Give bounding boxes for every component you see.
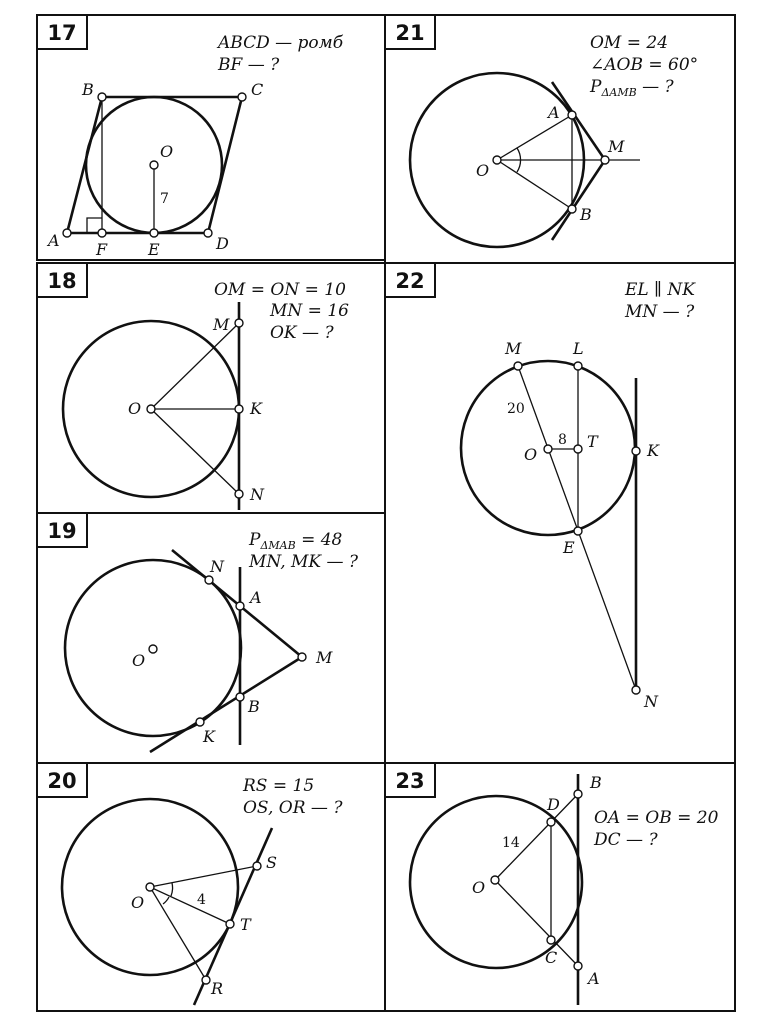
- segment-on: [151, 409, 239, 494]
- label-t: T: [240, 915, 251, 934]
- point-o: [147, 405, 155, 413]
- label-o: O: [131, 893, 145, 912]
- point-o: [146, 883, 154, 891]
- label-n: N: [210, 557, 224, 576]
- angle-arc-2: [163, 897, 169, 904]
- label-b: B: [590, 773, 602, 792]
- problem-23: [385, 763, 719, 1005]
- problem-22: [385, 263, 696, 711]
- point-r: [202, 976, 210, 984]
- label-o: O: [524, 445, 538, 464]
- label-e: E: [563, 538, 575, 557]
- point-b: [574, 790, 582, 798]
- label-m: M: [316, 648, 333, 667]
- point-k: [196, 718, 204, 726]
- angle-arc-1: [171, 883, 173, 896]
- perimeter-symbol: P: [249, 530, 261, 550]
- segment-os: [150, 866, 257, 887]
- point-a: [574, 962, 582, 970]
- point-s: [253, 862, 261, 870]
- label-k: K: [203, 727, 215, 746]
- point-a: [63, 229, 71, 237]
- segment-oa: [495, 880, 578, 966]
- label-n: N: [250, 485, 264, 504]
- label-o: O: [132, 651, 146, 670]
- point-f: [98, 229, 106, 237]
- tangent-mk: [150, 657, 302, 752]
- condition-line-1: OM = ON = 10: [214, 280, 346, 300]
- label-d: D: [547, 795, 560, 814]
- point-k: [632, 447, 640, 455]
- problem-number: 19: [47, 519, 77, 543]
- point-b: [568, 205, 576, 213]
- label-b: B: [580, 205, 592, 224]
- problem-19: [37, 513, 359, 752]
- problem-21: [385, 15, 698, 247]
- condition-line-1: OA = OB = 20: [594, 808, 719, 828]
- condition-rest: — ?: [636, 77, 674, 97]
- problem-number: 23: [395, 769, 425, 793]
- point-m: [601, 156, 609, 164]
- point-c: [238, 93, 246, 101]
- point-t: [226, 920, 234, 928]
- point-d: [204, 229, 212, 237]
- label-r: R: [211, 979, 224, 998]
- condition-line-1: OM = 24: [590, 33, 669, 53]
- label-o: O: [472, 878, 486, 897]
- point-b: [98, 93, 106, 101]
- problem-18: [37, 263, 349, 510]
- label-k: K: [250, 399, 262, 418]
- point-a: [568, 111, 576, 119]
- label-b: B: [248, 697, 260, 716]
- label-o: O: [476, 161, 490, 180]
- label-o: O: [160, 142, 174, 161]
- point-m: [235, 319, 243, 327]
- perimeter-subscript: ΔAMB: [601, 86, 637, 99]
- radius-oa: [497, 115, 572, 160]
- point-t: [574, 445, 582, 453]
- point-m: [514, 362, 522, 370]
- point-n: [205, 576, 213, 584]
- condition-line-1: ABCD — ромб: [218, 33, 344, 53]
- problem-number: 20: [47, 769, 77, 793]
- label-segment-od: 14: [502, 835, 520, 851]
- radius-ob: [497, 160, 572, 209]
- condition-rest: = 48: [295, 530, 343, 550]
- perimeter-subscript: ΔMAB: [260, 539, 296, 552]
- point-c: [547, 936, 555, 944]
- label-segment-20: 20: [507, 401, 525, 417]
- label-l: L: [573, 339, 584, 358]
- problem-number: 17: [47, 21, 77, 45]
- label-t: T: [587, 432, 598, 451]
- label-s: S: [266, 853, 277, 872]
- segment-ot: [150, 887, 230, 924]
- frame-19: [37, 513, 385, 763]
- perimeter-symbol: P: [590, 77, 602, 97]
- condition-line-1: EL ∥ NK: [625, 280, 695, 300]
- point-n: [235, 490, 243, 498]
- label-n: N: [644, 692, 658, 711]
- point-b: [236, 693, 244, 701]
- label-a: A: [548, 103, 560, 122]
- frame-22: [385, 263, 735, 763]
- point-a: [236, 602, 244, 610]
- problem-20: [37, 763, 343, 1005]
- label-segment-oe: 7: [160, 191, 169, 207]
- condition-line-2: ∠AOB = 60°: [590, 55, 699, 75]
- segment-om: [151, 323, 239, 409]
- problem-number: 21: [395, 21, 425, 45]
- label-c: C: [545, 948, 558, 967]
- condition-line-2: OS, OR — ?: [243, 798, 343, 818]
- label-a: A: [588, 969, 600, 988]
- label-m: M: [608, 137, 625, 156]
- label-segment-8: 8: [558, 432, 567, 448]
- point-d: [547, 818, 555, 826]
- label-segment-ot: 4: [197, 892, 206, 908]
- label-m: M: [505, 339, 522, 358]
- point-k: [235, 405, 243, 413]
- point-o: [544, 445, 552, 453]
- condition-line-1: RS = 15: [243, 776, 315, 796]
- condition-line-2: BF — ?: [218, 55, 280, 75]
- condition-line-2: MN = 16: [270, 301, 349, 321]
- point-o: [149, 645, 157, 653]
- problem-number: 22: [395, 269, 425, 293]
- point-o: [491, 876, 499, 884]
- label-m: M: [213, 315, 230, 334]
- label-c: C: [251, 80, 264, 99]
- point-o: [493, 156, 501, 164]
- tangent-mb: [552, 160, 605, 240]
- label-f: F: [96, 240, 108, 259]
- label-e: E: [148, 240, 160, 259]
- label-k: K: [647, 441, 659, 460]
- point-e: [574, 527, 582, 535]
- condition-line-2: DC — ?: [594, 830, 658, 850]
- label-a: A: [250, 588, 262, 607]
- label-a: A: [48, 231, 60, 250]
- label-d: D: [216, 234, 229, 253]
- condition-line-3: OK — ?: [270, 323, 334, 343]
- label-o: O: [128, 399, 142, 418]
- point-e: [150, 229, 158, 237]
- condition-line-1: [248, 530, 343, 552]
- frame-23: [385, 763, 735, 1011]
- problem-17: [37, 15, 344, 259]
- worksheet-frames: [37, 15, 735, 1011]
- condition-line-2: MN, MK — ?: [249, 552, 359, 572]
- point-n: [632, 686, 640, 694]
- condition-line-2: MN — ?: [625, 302, 695, 322]
- condition-line-3: [589, 77, 674, 99]
- point-m: [298, 653, 306, 661]
- point-o: [150, 161, 158, 169]
- point-l: [574, 362, 582, 370]
- problem-number: 18: [47, 269, 77, 293]
- label-b: B: [82, 80, 94, 99]
